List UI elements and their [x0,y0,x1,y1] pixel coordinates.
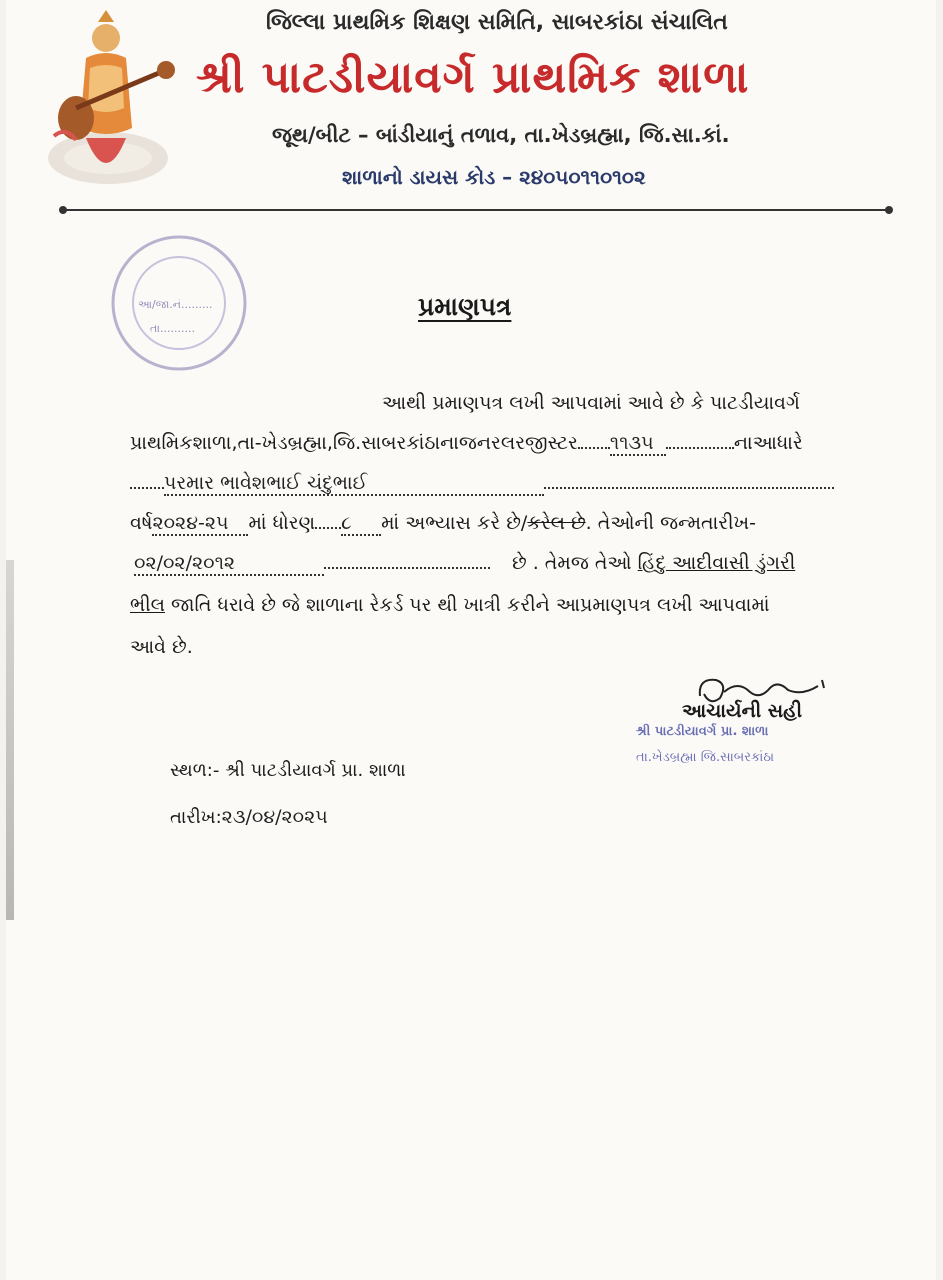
cert-line-5 [134,552,795,576]
header-dise-code: શાળાનો ડાયસ કોડ – ૨૪૦૫૦૧૧૦૧૦૨ [342,165,646,189]
cert-text-intro: આથી પ્રમાણપત્ર લખી આપવામાં આવે છે કે પાટડીયાવર્ગ [382,392,800,414]
cert-text-aadhare: નાઆધારે [733,432,803,454]
tribe-value: ભીલ [130,594,165,616]
place-label: સ્થળ:- [170,760,220,781]
cert-text-register: પ્રાથમિકશાળા,તા-ખેડબ્રહ્મા,જિ.સાબરકાંઠાનાજનરલરજીસ્ટર [130,432,578,454]
cert-line-3 [130,472,834,496]
caste-value: હિંદુ આદીવાસી ડુંગરી [637,552,796,574]
seal-line2: તા.......... [150,322,195,335]
cert-text-dob-label: . તેઓની જન્મતારીખ- [585,512,757,534]
cert-line-2 [130,432,803,456]
date-label: તારીખ: [170,807,222,828]
date-value: ૨૩/૦૪/૨૦૨૫ [221,806,328,828]
school-stamp-line1: શ્રી પાટડીયાવર્ગ પ્રા. શાળા [636,724,769,739]
cert-text-struck: કરેલ છે [527,512,586,534]
header-address: જૂથ/બીટ – બાંડીયાનું તળાવ, તા.ખેડબ્રહ્મા, જિ.સા.કાં. [272,123,730,147]
cert-text-std-label: માં ધોરણ [248,512,316,534]
header-divider [58,208,894,212]
principal-signature-label: આચાર્યની સહી [682,700,803,722]
standard-number: ૮ [341,512,381,536]
register-number: ૧૧૩૫ [610,432,666,456]
student-name: પરમાર ભાવેશભાઈ ચંદુભાઈ [164,472,544,496]
date-of-birth: ૦૨/૦૨/૨૦૧૨ [134,552,324,576]
school-stamp-line2: તા.ખેડબ્રહ્મા જિ.સાબરકાંઠા [636,750,775,765]
school-name: શ્રી પાટડીયાવર્ગ પ્રાથમિક શાળા [196,52,750,103]
cert-line-7 [130,636,193,658]
cert-text-caste-label: છે . તેમજ તેઓ [512,552,632,574]
cert-line-6 [130,594,770,616]
date-line [170,806,328,828]
saraswati-logo-icon [46,8,186,198]
cert-text-verification: જાતિ ધરાવે છે જે શાળાના રેકર્ડ પર થી ખાત્રી કરીને આપ્રમાણપત્ર લખી આપવામાં [165,594,770,616]
place-line [170,760,406,781]
academic-year: ૨૦૨૪-૨૫ [152,512,248,536]
certificate-page [6,0,936,1280]
cert-text-closing: આવે છે. [130,636,193,658]
seal-line1: આ/જા.નં......... [138,298,213,311]
cert-line-4 [130,512,756,536]
header-sanchalit: જિલ્લા પ્રાથમિક શિક્ષણ સમિતિ, સાબરકાંઠા સંચાલિત [266,10,728,35]
place-value: શ્રી પાટડીયાવર્ગ પ્રા. શાળા [225,760,406,781]
cert-text-studying: માં અભ્યાસ કરે છે/ [381,512,528,534]
certificate-title: પ્રમાણપત્ર [418,292,512,321]
page-edge [6,560,14,920]
cert-text-year-label: વર્ષ [130,512,153,534]
cert-line-1 [382,392,800,414]
school-seal-stamp [104,228,254,378]
